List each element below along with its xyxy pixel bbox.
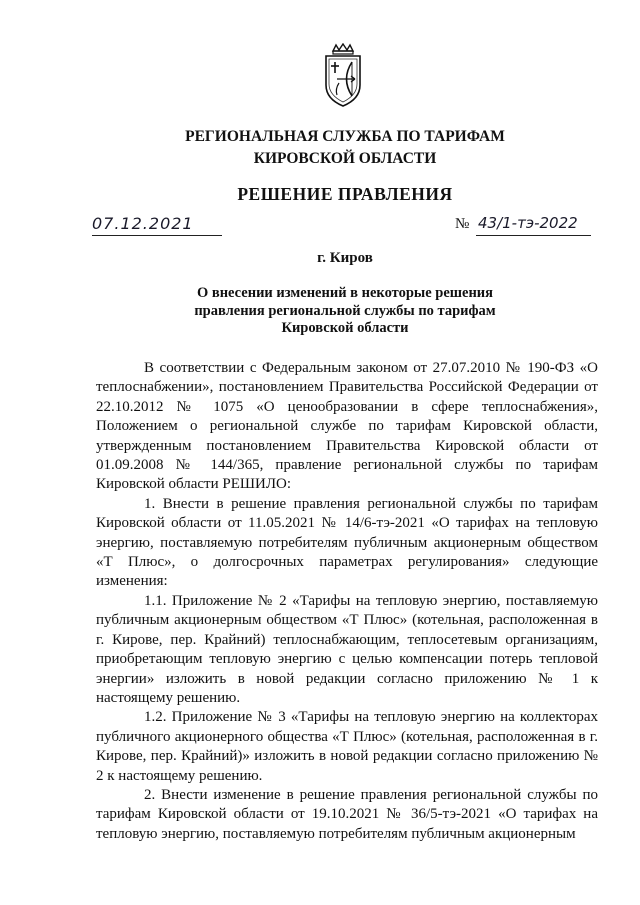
date-underline bbox=[92, 235, 222, 236]
org-line-2: КИРОВСКОЙ ОБЛАСТИ bbox=[253, 150, 437, 167]
coat-of-arms-emblem bbox=[321, 43, 365, 109]
number-sign: № bbox=[455, 216, 470, 232]
paragraph-item-1-2: 1.2. Приложение № 3 «Тарифы на тепловую энергию на коллекторах публичного акционерного общества «Т Плюс» (котельная, расположенная в г. Кирове, пер. Крайний)» изложить в новой редакции согласно приложению № 2 к настоящему решению. bbox=[96, 709, 598, 784]
paragraph-item-1: 1. Внести в решение правления региональной службы по тарифам Кировской области от 11.05.2021 № 14/6-тэ-2021 «О тарифах на тепловую энергию, поставляемую потребителям публичным акционерным обществом «Т Плюс», о долгосрочных параметрах регулирования» следующие изменения: bbox=[96, 495, 598, 590]
org-line-1: РЕГИОНАЛЬНАЯ СЛУЖБА ПО ТАРИФАМ bbox=[185, 128, 505, 145]
document-body bbox=[96, 359, 598, 844]
document-type-title: РЕШЕНИЕ ПРАВЛЕНИЯ bbox=[237, 184, 453, 204]
paragraph-item-2: 2. Внести изменение в решение правления региональной службы по тарифам Кировской области от 19.10.2021 № 36/5-тэ-2021 «О тарифах на тепловую энергию, поставляемую потребителям публичным акционерным bbox=[96, 786, 598, 842]
subject-line-2: правления региональной службы по тарифам bbox=[194, 302, 496, 319]
document-number: 43/1-тэ-2022 bbox=[478, 214, 578, 232]
city-label: г. Киров bbox=[317, 250, 373, 266]
subject-line-3: Кировской области bbox=[281, 320, 409, 336]
document-date: 07.12.2021 bbox=[92, 214, 194, 233]
paragraph-preamble: В соответствии с Федеральным законом от 27.07.2010 № 190-ФЗ «О теплоснабжении», постановлением Правительства Российской Федерации от 22.10.2012 № 1075 «О ценообразовании в сфере теплоснабжения», Положением о региональной службе по тарифам Кировской области, утвержденным постановлением Правительства Кировской области от 01.09.2008 № 144/365, правление региональной службы по тарифам Кировской области РЕШИЛО: bbox=[96, 360, 598, 493]
subject-line-1: О внесении изменений в некоторые решения bbox=[196, 285, 494, 301]
document-subject bbox=[170, 285, 520, 338]
number-underline bbox=[476, 235, 591, 236]
paragraph-item-1-1: 1.1. Приложение № 2 «Тарифы на тепловую энергию, поставляемую публичным акционерным обществом «Т Плюс» (котельная, расположенная в г. Кирове, пер. Крайний) теплоснабжающим, теплосетевым организациям, приобретающим тепловую энергию с целью компенсации потерь тепловой энергии» изложить в новой редакции согласно приложению № 1 к настоящему решению. bbox=[96, 592, 598, 706]
coat-of-arms-icon bbox=[321, 43, 365, 109]
organization-name bbox=[150, 126, 540, 170]
